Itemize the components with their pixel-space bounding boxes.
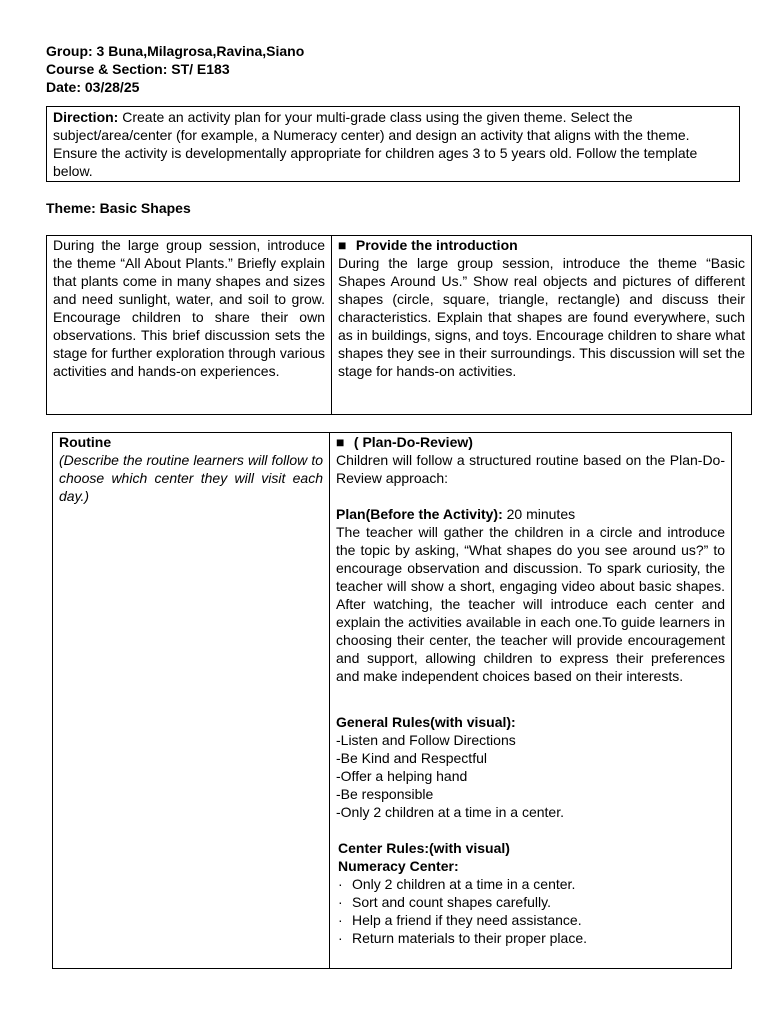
general-rules-label: General Rules(with visual):: [336, 714, 516, 730]
general-rule-item: -Listen and Follow Directions: [336, 732, 516, 748]
intro-left-text: During the large group session, introduce the theme “All About Plants.” Briefly explain that plants come in many shapes and sizes and need sunlight, water, and soil to grow. Encourage children to share their own observations. This brief discussion sets the stage for further exploration through various activities and hands-on experiences.: [53, 237, 325, 379]
numeracy-rule-item: · Return materials to their proper place.: [338, 930, 587, 946]
direction-text: Create an activity plan for your multi-grade class using the given theme. Select the subject/area/center (for example, a Numeracy center) and design an activity that aligns with the theme. Ensure the activity is developmentally appropriate for children ages 3 to 5 years old. Follow the template below.: [53, 109, 698, 179]
routine-right-cell: [330, 433, 732, 969]
numeracy-rule-item: · Help a friend if they need assistance.: [338, 912, 582, 928]
routine-table: [52, 432, 732, 969]
group-line: Group: 3 Buna,Milagrosa,Ravina,Siano: [46, 43, 305, 59]
numeracy-rule-item: · Only 2 children at a time in a center.: [338, 876, 576, 892]
square-bullet-icon: ■: [338, 237, 347, 253]
direction-label: Direction:: [53, 109, 119, 125]
routine-heading-text: ( Plan-Do-Review): [353, 434, 473, 450]
routine-label: Routine: [59, 434, 112, 450]
routine-description: (Describe the routine learners will follow to choose which center they will visit each day.): [59, 452, 323, 504]
plan-line: [336, 505, 725, 523]
dot-bullet-icon: ·: [338, 930, 343, 946]
general-rule-item: -Only 2 children at a time in a center.: [336, 804, 564, 820]
plan-time: 20 minutes: [502, 506, 576, 522]
general-rules-list: [336, 731, 725, 821]
document-header: [46, 42, 304, 96]
general-rule-item: -Offer a helping hand: [336, 768, 468, 784]
introduction-table: [46, 235, 752, 415]
intro-heading: [338, 236, 745, 254]
numeracy-center-label: Numeracy Center:: [338, 858, 459, 874]
routine-left-cell: [53, 433, 330, 969]
date-line: Date: 03/28/25: [46, 79, 140, 95]
dot-bullet-icon: ·: [338, 894, 343, 910]
dot-bullet-icon: ·: [338, 912, 343, 928]
intro-left-cell: [47, 236, 332, 415]
intro-heading-text: Provide the introduction: [355, 237, 518, 253]
plan-label: Plan(Before the Activity):: [336, 506, 503, 522]
numeracy-rules-list: [336, 875, 725, 947]
plan-text: The teacher will gather the children in a circle and introduce the topic by asking, “What shapes do you see around us?” to encourage observation and discussion. To spark curiosity, the teacher will show a short, engaging video about basic shapes. After watching, the teacher will introduce each center and explain the activities available in each one.To guide learners in choosing their center, the teacher will provide encouragement and support, allowing children to express their preferences and make independent choices based on their interests.: [336, 524, 725, 684]
center-rules-label: Center Rules:(with visual): [338, 840, 510, 856]
square-bullet-icon: ■: [336, 434, 345, 450]
course-line: Course & Section: ST/ E183: [46, 61, 230, 77]
dot-bullet-icon: ·: [338, 876, 343, 892]
intro-right-text: During the large group session, introduce the theme “Basic Shapes Around Us.” Show real objects and pictures of different shapes (circle, square, triangle, rectangle) and discuss their characteristics. Explain that shapes are found everywhere, such as in buildings, signs, and toys. Encourage children to share what shapes they see in their surroundings. This discussion will set the stage for hands-on activities.: [338, 255, 745, 379]
general-rule-item: -Be Kind and Respectful: [336, 750, 487, 766]
direction-box: [46, 106, 740, 182]
routine-heading: [336, 433, 725, 451]
intro-right-cell: [332, 236, 752, 415]
routine-intro: Children will follow a structured routine based on the Plan-Do-Review approach:: [336, 452, 725, 486]
theme-title: Theme: Basic Shapes: [46, 200, 191, 216]
general-rule-item: -Be responsible: [336, 786, 434, 802]
numeracy-rule-item: · Sort and count shapes carefully.: [338, 894, 551, 910]
